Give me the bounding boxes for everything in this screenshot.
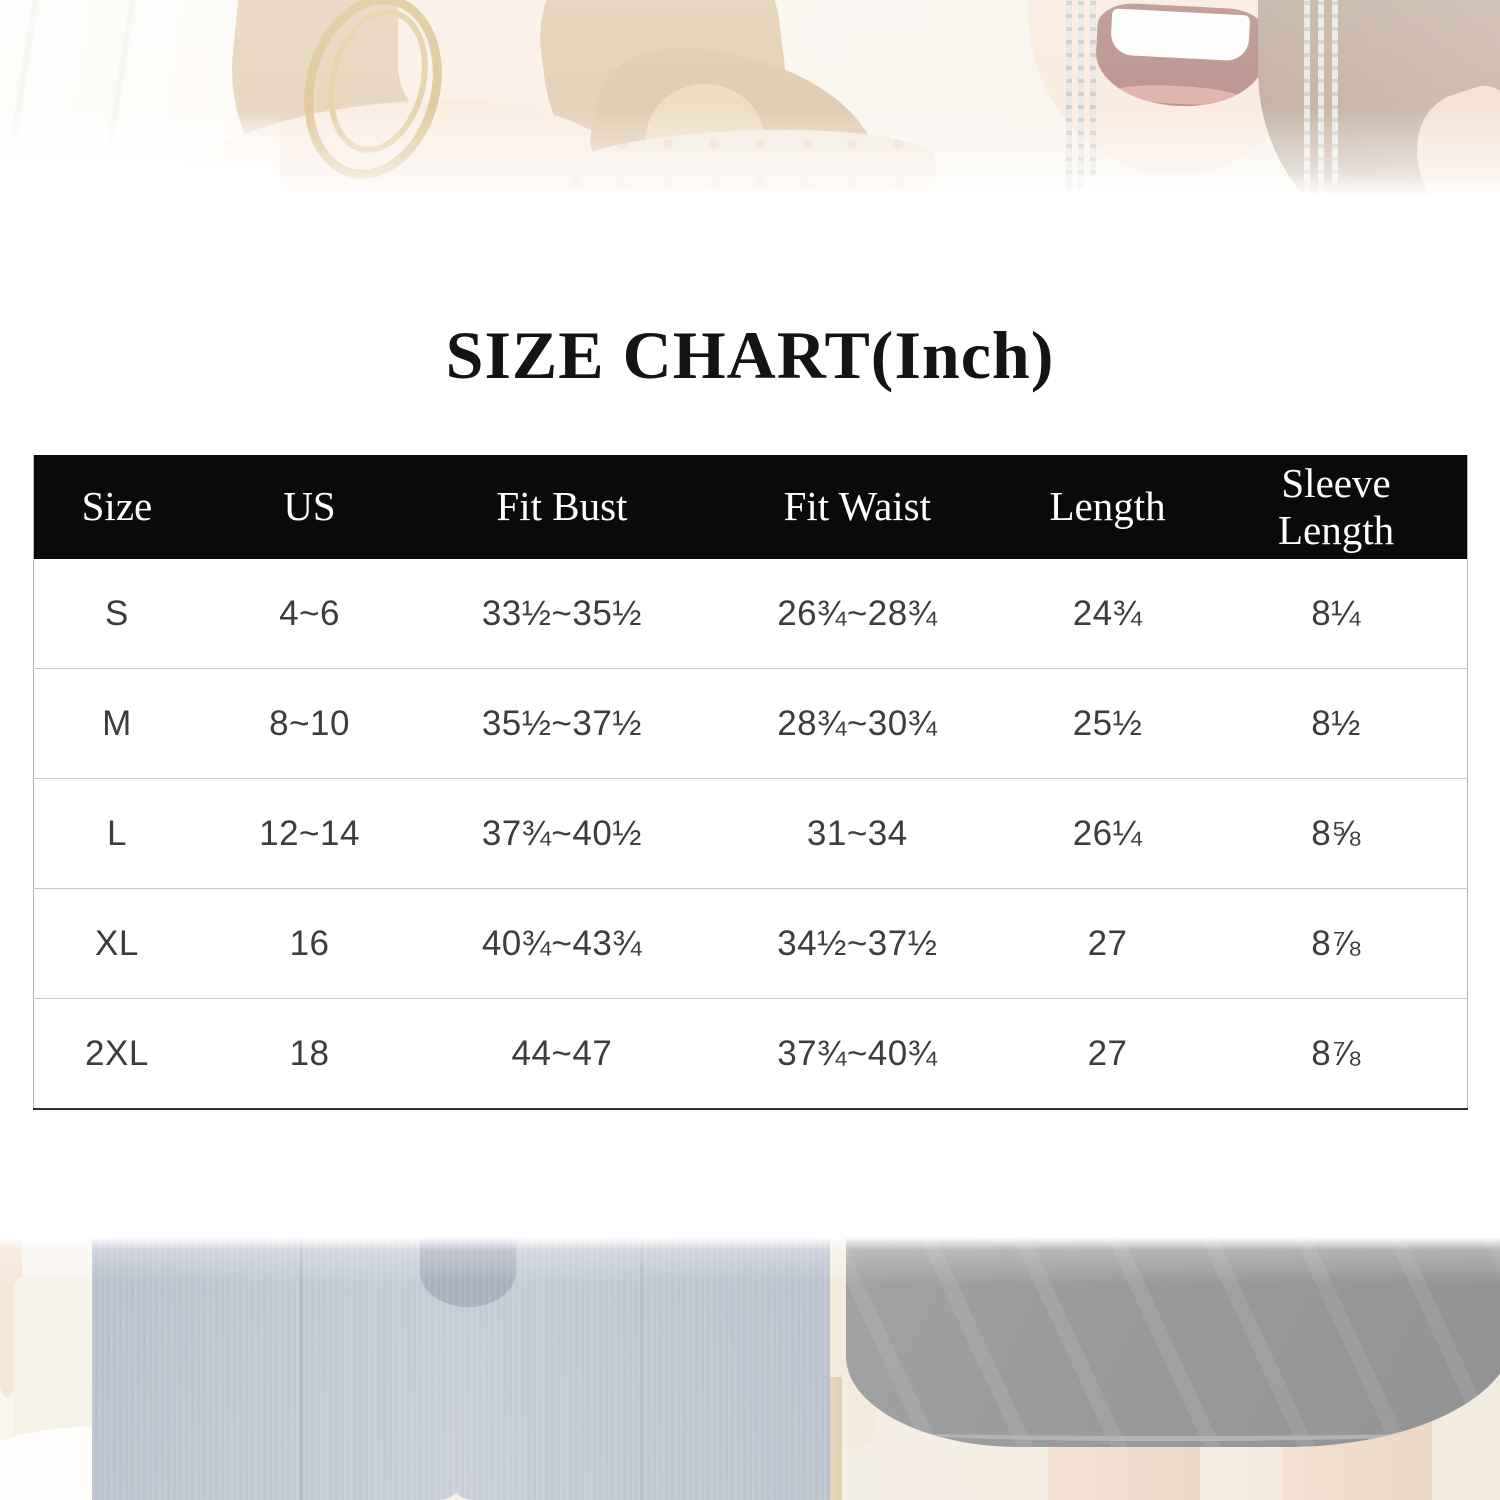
table-row <box>34 669 1468 779</box>
cell-sleeve-length: 8⅞ <box>1205 889 1467 999</box>
cell-fit-waist: 34½~37½ <box>705 889 1010 999</box>
header-sleeve-length: Sleeve Length <box>1205 455 1467 559</box>
cell-fit-bust: 44~47 <box>419 999 704 1110</box>
cell-length: 25½ <box>1010 669 1205 779</box>
page-title: SIZE CHART(Inch) <box>445 317 1055 393</box>
header-length: Length <box>1010 455 1205 559</box>
cell-size: M <box>34 669 200 779</box>
cell-size: XL <box>34 889 200 999</box>
table-row <box>34 779 1468 889</box>
cell-fit-waist: 31~34 <box>705 779 1010 889</box>
cell-fit-bust: 40¾~43¾ <box>419 889 704 999</box>
cell-us: 8~10 <box>200 669 419 779</box>
cell-fit-bust: 35½~37½ <box>419 669 704 779</box>
header-us: US <box>200 455 419 559</box>
top-photo <box>0 0 1500 196</box>
cell-size: S <box>34 559 200 669</box>
table-row <box>34 889 1468 999</box>
cell-sleeve-length: 8½ <box>1205 669 1467 779</box>
photo-corner-fade <box>0 110 280 196</box>
size-chart-table <box>33 455 1468 1110</box>
header-fit-bust: Fit Bust <box>419 455 704 559</box>
cell-sleeve-length: 8⅞ <box>1205 999 1467 1110</box>
cell-size: L <box>34 779 200 889</box>
table-row <box>34 559 1468 669</box>
cell-length: 24¾ <box>1010 559 1205 669</box>
cell-us: 18 <box>200 999 419 1110</box>
bottom-photo <box>0 1237 1500 1500</box>
cell-fit-waist: 26¾~28¾ <box>705 559 1010 669</box>
cell-fit-bust: 33½~35½ <box>419 559 704 669</box>
cell-size: 2XL <box>34 999 200 1110</box>
header-fit-waist: Fit Waist <box>705 455 1010 559</box>
cell-sleeve-length: 8¼ <box>1205 559 1467 669</box>
cell-fit-waist: 37¾~40¾ <box>705 999 1010 1110</box>
cell-us: 16 <box>200 889 419 999</box>
cell-length: 27 <box>1010 999 1205 1110</box>
cell-us: 4~6 <box>200 559 419 669</box>
cell-fit-bust: 37¾~40½ <box>419 779 704 889</box>
photo-white-wash <box>0 1237 1500 1500</box>
cell-length: 26¼ <box>1010 779 1205 889</box>
table-row <box>34 999 1468 1110</box>
table-header-row <box>34 455 1468 559</box>
cell-length: 27 <box>1010 889 1205 999</box>
header-size: Size <box>34 455 200 559</box>
cell-sleeve-length: 8⅝ <box>1205 779 1467 889</box>
cell-fit-waist: 28¾~30¾ <box>705 669 1010 779</box>
cell-us: 12~14 <box>200 779 419 889</box>
